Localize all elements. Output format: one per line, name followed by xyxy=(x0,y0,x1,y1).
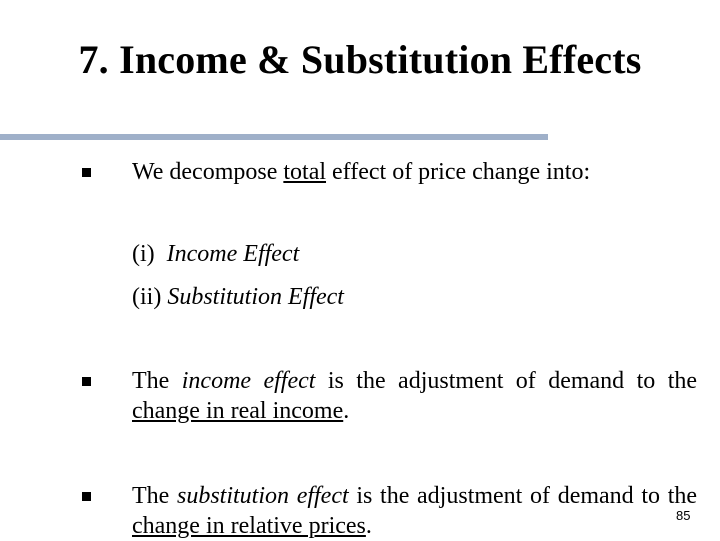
square-bullet-icon xyxy=(82,168,91,177)
bullet-3-change-in-relative-prices: change in relative prices xyxy=(132,513,366,539)
bullet-1-part-c: effect of price change into: xyxy=(326,159,591,185)
bullet-2-part-a: The xyxy=(132,368,182,394)
bullet-2-part-c: is the adjustment of demand to the xyxy=(315,368,698,394)
title-underline-rule xyxy=(0,134,548,140)
bullet-1-total-word: total xyxy=(283,159,327,185)
bullet-3-part-a: The xyxy=(132,483,177,509)
page-number: 85 xyxy=(676,508,691,523)
sub-item-1-label: Income Effect xyxy=(166,241,300,267)
bullet-3-text xyxy=(132,481,697,541)
bullet-3-substitution-effect: substitution effect xyxy=(177,483,349,509)
bullet-1-part-a: We decompose xyxy=(132,159,284,185)
sub-item-1-prefix: (i) xyxy=(132,241,167,267)
square-bullet-icon xyxy=(82,377,91,386)
sub-item-substitution-effect xyxy=(132,282,344,312)
bullet-2-part-e: . xyxy=(343,398,350,424)
bullet-3-part-c: is the adjustment of demand to the xyxy=(348,483,698,509)
sub-item-2-prefix: (ii) xyxy=(132,284,168,310)
sub-item-income-effect xyxy=(132,239,299,269)
bullet-2-income-effect: income effect xyxy=(181,368,316,394)
bullet-2-change-in-real-income: change in real income xyxy=(132,398,344,424)
slide-title: 7. Income & Substitution Effects xyxy=(78,37,642,82)
bullet-2-text xyxy=(132,366,697,426)
bullet-1-text xyxy=(132,157,590,187)
square-bullet-icon xyxy=(82,492,91,501)
title-underline-bar xyxy=(0,134,548,140)
sub-item-2-label: Substitution Effect xyxy=(167,284,344,310)
bullet-3-part-e: . xyxy=(365,513,372,539)
